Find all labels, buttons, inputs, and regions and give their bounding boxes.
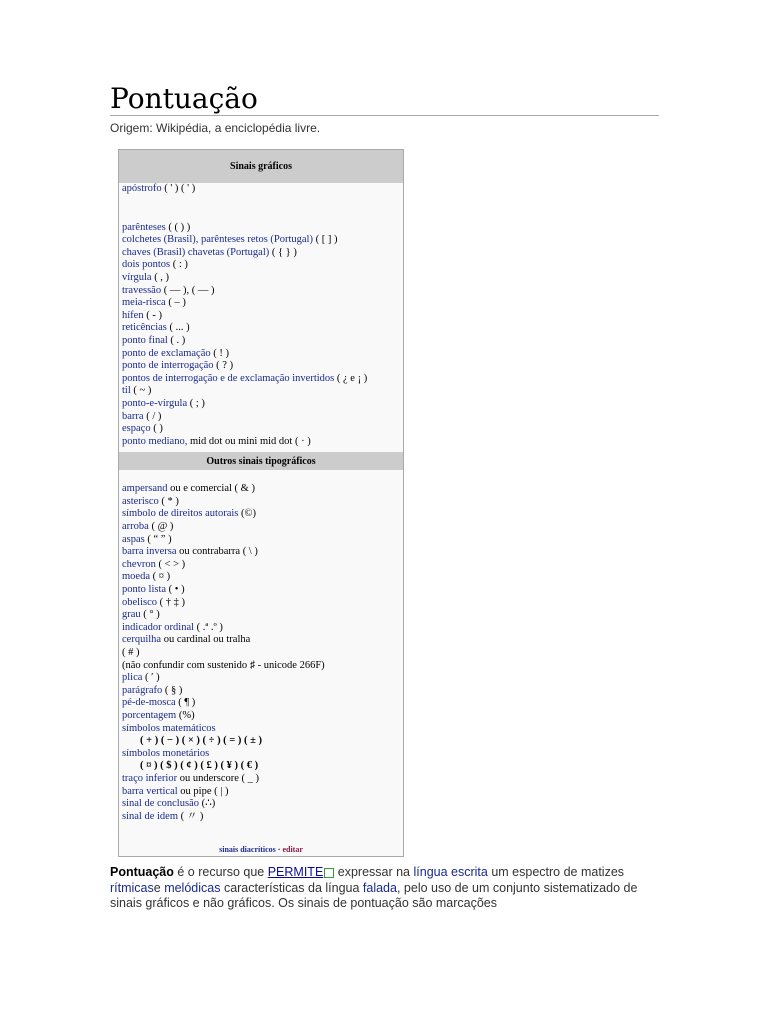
sign-symbol: ( ~ ) xyxy=(130,385,152,397)
sign-symbol: ( ... ) xyxy=(166,322,190,334)
sign-symbol: ( { } ) xyxy=(269,246,297,258)
sign-symbol: (∴) xyxy=(198,798,216,810)
list-item xyxy=(122,634,403,647)
sign-link[interactable]: grau xyxy=(122,609,141,621)
sign-link[interactable]: barra inversa xyxy=(122,546,177,558)
list-item xyxy=(122,760,403,773)
list-item xyxy=(122,496,403,509)
list-item xyxy=(122,735,403,748)
falada-link[interactable]: falada xyxy=(362,880,397,895)
list-item xyxy=(122,373,403,386)
sign-symbol: ( ¶ ) xyxy=(175,697,196,709)
sign-symbol: ( ( ) ) xyxy=(165,221,191,233)
footer-separator: · xyxy=(275,845,283,854)
list-item xyxy=(122,348,403,361)
sign-symbol: ( , ) xyxy=(151,271,170,283)
sign-symbol: ( ) xyxy=(150,423,163,435)
para-text-6: , pelo uso de um conjunto sistematizado de sinais gráficos e não gráficos. Os sinais de pontuação são marcações xyxy=(110,880,638,910)
permite-link[interactable]: PERMITE xyxy=(267,865,324,879)
sign-symbol: ( . ) xyxy=(167,334,186,346)
sign-symbol: ( ′ ) xyxy=(142,672,160,684)
sign-symbol: ( — ), ( — ) xyxy=(161,284,215,296)
sign-symbol: (©) xyxy=(238,508,256,520)
list-item xyxy=(122,259,403,272)
list-item xyxy=(122,697,403,710)
sign-link[interactable]: parênteses xyxy=(122,221,166,233)
list-item xyxy=(122,622,403,635)
list-item xyxy=(122,272,403,285)
sign-symbol: ( § ) xyxy=(162,684,183,696)
para-text-5: características da língua xyxy=(220,880,363,895)
symbol-group: ( ¤ ) ( $ ) ( ¢ ) ( £ ) ( ¥ ) ( € ) xyxy=(140,760,259,772)
sign-symbol: ( / ) xyxy=(143,410,162,422)
list-item xyxy=(122,748,403,761)
sign-link[interactable]: pé-de-mosca xyxy=(122,697,176,709)
sign-link[interactable]: aspas xyxy=(122,533,145,545)
sign-symbol: ( ° ) xyxy=(140,609,160,621)
infobox-header-graphic-signs: Sinais gráficos xyxy=(119,150,403,183)
title-underline xyxy=(110,115,659,116)
sign-symbol: ( – ) xyxy=(165,297,186,309)
sign-link[interactable]: traço inferior xyxy=(122,772,178,784)
plain-text: (não confundir com sustenido ♯ - unicode 266F) xyxy=(122,659,325,671)
sign-link[interactable]: ampersand xyxy=(122,483,168,495)
sign-symbol: ( “ ” ) xyxy=(144,533,172,545)
sign-symbol: ( [ ] ) xyxy=(312,234,338,246)
infobox-footer xyxy=(119,845,403,854)
list-item xyxy=(122,423,403,436)
sign-symbol: ( ; ) xyxy=(187,397,205,409)
sign-symbol: ( ? ) xyxy=(213,360,234,372)
sign-symbol: mid dot ou mini mid dot ( · ) xyxy=(189,435,311,447)
sign-link[interactable]: colchetes (Brasil), parênteses retos (Portugal) xyxy=(122,234,313,246)
sign-link[interactable]: til xyxy=(122,385,131,397)
sign-symbol: ou cardinal ou tralha xyxy=(161,634,251,646)
sign-symbol: ( ' ) ( ' ) xyxy=(161,183,196,194)
edit-link[interactable]: editar xyxy=(282,845,303,854)
list-item xyxy=(122,310,403,323)
sign-link[interactable]: símbolo de direitos autorais xyxy=(122,508,239,520)
typographic-signs-list xyxy=(119,470,403,823)
list-item xyxy=(122,521,403,534)
sign-symbol: ou e comercial ( & ) xyxy=(167,483,255,495)
list-item xyxy=(122,597,403,610)
list-item xyxy=(122,234,403,247)
sign-symbol: ou pipe ( | ) xyxy=(177,785,229,797)
sign-link[interactable]: ponto final xyxy=(122,334,168,346)
list-item xyxy=(122,811,403,824)
list-item xyxy=(122,398,403,411)
symbol-group: ( + ) ( − ) ( × ) ( ÷ ) ( = ) ( ± ) xyxy=(140,735,263,747)
graphic-signs-list xyxy=(119,183,403,448)
sign-symbol: ( < > ) xyxy=(155,558,186,570)
list-item xyxy=(122,685,403,698)
sign-link[interactable]: cerquilha xyxy=(122,634,162,646)
sign-link[interactable]: parágrafo xyxy=(122,684,163,696)
list-item xyxy=(122,609,403,622)
sign-symbol: ( .ª .º ) xyxy=(194,621,223,633)
list-item xyxy=(122,335,403,348)
list-item xyxy=(122,559,403,572)
origin-subtitle: Origem: Wikipédia, a enciclopédia livre. xyxy=(110,121,321,135)
sign-symbol: ou underscore ( _ ) xyxy=(177,772,260,784)
list-item xyxy=(122,183,403,196)
list-item xyxy=(122,672,403,685)
sign-link[interactable]: meia-risca xyxy=(122,297,166,309)
sign-symbol: ( * ) xyxy=(158,495,179,507)
list-item xyxy=(122,723,403,736)
para-text-4: e xyxy=(153,880,165,895)
sign-link[interactable]: obelisco xyxy=(122,596,157,608)
list-item xyxy=(122,385,403,398)
intro-paragraph xyxy=(110,865,650,912)
list-item xyxy=(122,285,403,298)
list-item xyxy=(122,222,403,235)
sign-symbol: ( ¤ ) xyxy=(150,571,171,583)
sign-link[interactable]: sinal de conclusão xyxy=(122,798,199,810)
list-item xyxy=(122,247,403,260)
sign-symbol: ( † ‡ ) xyxy=(157,596,185,608)
sign-symbol: ( ¿ e ¡ ) xyxy=(334,372,368,384)
list-item xyxy=(122,798,403,811)
sign-symbol: ( • ) xyxy=(166,584,185,596)
sign-link[interactable]: indicador ordinal xyxy=(122,621,195,633)
sign-link[interactable]: chevron xyxy=(122,558,156,570)
sign-link[interactable]: vírgula xyxy=(122,271,152,283)
external-link-icon xyxy=(324,868,334,878)
para-text-1: é o recurso que xyxy=(173,865,268,879)
sign-symbol: ( 〃 ) xyxy=(178,810,204,822)
infobox xyxy=(118,149,404,857)
list-item xyxy=(122,773,403,786)
plain-text: ( # ) xyxy=(122,647,140,658)
list-item xyxy=(122,546,403,559)
list-item xyxy=(122,571,403,584)
sign-link[interactable]: símbolos matemáticos xyxy=(122,722,216,734)
melodicas-link[interactable]: melódicas xyxy=(164,880,221,895)
sign-link[interactable]: porcentagem xyxy=(122,709,177,721)
sign-link[interactable]: barra xyxy=(122,410,144,422)
sign-link[interactable]: arroba xyxy=(122,521,149,533)
list-item xyxy=(122,710,403,723)
sign-link[interactable]: asterisco xyxy=(122,495,159,507)
lingua-escrita-link[interactable]: língua escrita xyxy=(413,865,488,879)
para-text-3: um espectro de matizes xyxy=(487,865,625,879)
sign-link[interactable]: chaves (Brasil) chavetas (Portugal) xyxy=(122,246,270,258)
sign-symbol: ( - ) xyxy=(143,309,162,321)
sign-link[interactable]: símbolos monetários xyxy=(122,747,210,759)
list-item xyxy=(122,411,403,424)
list-item xyxy=(122,508,403,521)
list-item xyxy=(122,647,403,660)
list-item xyxy=(122,483,403,496)
page-title: Pontuação xyxy=(110,82,258,115)
sign-symbol: ( @ ) xyxy=(148,521,174,533)
sign-link[interactable]: ponto lista xyxy=(122,584,167,596)
sign-link[interactable]: barra vertical xyxy=(122,785,178,797)
list-item xyxy=(122,786,403,799)
sign-link[interactable]: ponto mediano, xyxy=(122,435,190,447)
list-spacer xyxy=(122,196,403,222)
sign-link[interactable]: apóstrofo xyxy=(122,183,162,194)
sign-link[interactable]: espaço xyxy=(122,423,151,435)
sign-link[interactable]: reticências xyxy=(122,322,167,334)
sign-link[interactable]: ponto de exclamação xyxy=(122,347,211,359)
list-item xyxy=(122,534,403,547)
list-item xyxy=(122,360,403,373)
sign-link[interactable]: travessão xyxy=(122,284,162,296)
ritmicas-link[interactable]: rítmicas xyxy=(110,880,154,895)
sign-symbol: ou contrabarra ( \ ) xyxy=(176,546,258,558)
list-item xyxy=(122,436,403,449)
sign-link[interactable]: hífen xyxy=(122,309,144,321)
sign-link[interactable]: pontos de interrogação e de exclamação invertidos xyxy=(122,372,335,384)
list-item xyxy=(122,584,403,597)
sign-link[interactable]: plica xyxy=(122,672,143,684)
sign-symbol: ( : ) xyxy=(170,259,188,271)
list-item xyxy=(122,660,403,673)
sign-link[interactable]: ponto de interrogação xyxy=(122,360,214,372)
sign-symbol: ( ! ) xyxy=(210,347,229,359)
sign-link[interactable]: ponto-e-vírgula xyxy=(122,397,188,409)
list-item xyxy=(122,322,403,335)
diacritics-link[interactable]: sinais diacríticos xyxy=(219,845,276,854)
sign-link[interactable]: sinal de idem xyxy=(122,810,178,822)
term-bold: Pontuação xyxy=(110,865,174,879)
sign-symbol: (%) xyxy=(176,709,195,721)
sign-link[interactable]: dois pontos xyxy=(122,259,171,271)
sign-link[interactable]: moeda xyxy=(122,571,150,583)
list-item xyxy=(122,297,403,310)
para-text-2: expressar na xyxy=(334,865,414,879)
infobox-header-other-signs: Outros sinais tipográficos xyxy=(119,452,403,470)
